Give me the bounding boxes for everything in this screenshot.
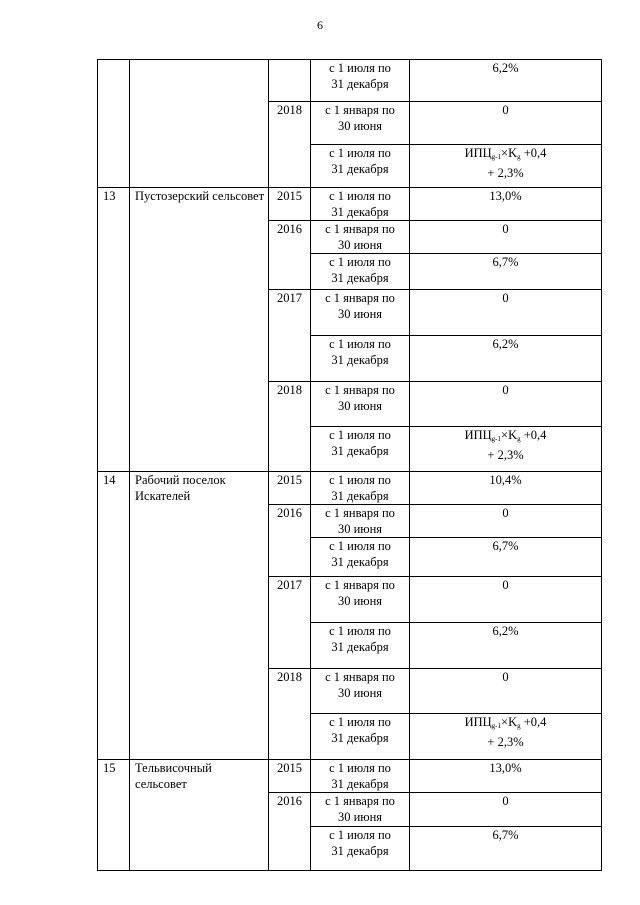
formula-part: ×K: [501, 146, 518, 160]
index-formula: [413, 427, 598, 447]
period-line: 30 июня: [337, 307, 383, 321]
period-line: 30 июня: [337, 238, 383, 252]
period-line: с 1 января по: [325, 670, 395, 684]
table-row: [98, 60, 602, 102]
period-line: 31 декабря: [331, 844, 389, 858]
formula-part: +0,4: [520, 146, 547, 160]
formula-part: g: [517, 435, 521, 443]
year-cell: 2016: [269, 505, 311, 577]
period-line: с 1 июля по: [329, 337, 391, 351]
period-cell: [311, 793, 410, 827]
formula-part: g-1: [491, 722, 502, 730]
period-line: 31 декабря: [331, 444, 389, 458]
municipality-name-cell: [130, 60, 269, 188]
tariff-value-cell: 0: [410, 577, 602, 623]
formula-part: g-1: [491, 435, 502, 443]
tariff-value-cell: 0: [410, 669, 602, 714]
period-cell: [311, 472, 410, 505]
period-line: с 1 июля по: [329, 539, 391, 553]
tariff-value-cell: 0: [410, 505, 602, 538]
tariff-value-cell: 6,2%: [410, 623, 602, 669]
table-row: [98, 472, 602, 505]
formula-part: ×K: [501, 428, 518, 442]
period-cell: [311, 290, 410, 336]
period-cell: [311, 60, 410, 102]
period-cell: [311, 623, 410, 669]
period-line: с 1 июля по: [329, 255, 391, 269]
row-number-cell: 13: [98, 188, 130, 472]
municipality-name-cell: Тельвисочный сельсовет: [130, 760, 269, 871]
period-line: 31 декабря: [331, 353, 389, 367]
year-cell: 2015: [269, 188, 311, 221]
tariff-value-cell: 13,0%: [410, 760, 602, 793]
index-formula: [413, 145, 598, 165]
tariff-value-cell: 13,0%: [410, 188, 602, 221]
period-line: 30 июня: [337, 810, 383, 824]
formula-part: ИПЦ: [464, 428, 492, 442]
period-line: с 1 января по: [325, 291, 395, 305]
period-line: 30 июня: [337, 119, 383, 133]
period-cell: [311, 760, 410, 793]
index-formula: [413, 714, 598, 734]
period-line: с 1 января по: [325, 103, 395, 117]
formula-addend: + 2,3%: [487, 166, 524, 180]
period-line: с 1 июля по: [329, 61, 391, 75]
period-line: 30 июня: [337, 399, 383, 413]
period-line: с 1 июля по: [329, 146, 391, 160]
row-number-cell: 15: [98, 760, 130, 871]
period-cell: [311, 221, 410, 254]
period-cell: [311, 577, 410, 623]
period-line: с 1 июля по: [329, 715, 391, 729]
period-cell: [311, 827, 410, 871]
period-line: с 1 января по: [325, 383, 395, 397]
period-line: с 1 июля по: [329, 761, 391, 775]
period-line: с 1 января по: [325, 794, 395, 808]
page-number: 6: [317, 18, 323, 32]
year-cell: 2017: [269, 290, 311, 382]
period-line: 31 декабря: [331, 77, 389, 91]
table-row: [98, 188, 602, 221]
period-cell: [311, 669, 410, 714]
period-cell: [311, 427, 410, 472]
tariff-value-cell: 10,4%: [410, 472, 602, 505]
period-line: 30 июня: [337, 686, 383, 700]
period-line: с 1 января по: [325, 578, 395, 592]
tariff-value-cell: 6,2%: [410, 60, 602, 102]
period-line: с 1 июля по: [329, 828, 391, 842]
formula-part: g-1: [491, 153, 502, 161]
period-line: с 1 января по: [325, 506, 395, 520]
formula-part: ×K: [501, 715, 518, 729]
period-line: 31 декабря: [331, 555, 389, 569]
period-line: 31 декабря: [331, 205, 389, 219]
period-line: 31 декабря: [331, 271, 389, 285]
row-number-cell: 14: [98, 472, 130, 760]
period-line: с 1 июля по: [329, 428, 391, 442]
period-line: 30 июня: [337, 594, 383, 608]
formula-part: +0,4: [520, 715, 547, 729]
formula-addend: + 2,3%: [487, 735, 524, 749]
period-cell: [311, 254, 410, 290]
tariff-value-cell: 6,7%: [410, 254, 602, 290]
period-cell: [311, 102, 410, 145]
period-cell: [311, 505, 410, 538]
year-cell: 2015: [269, 472, 311, 505]
period-cell: [311, 336, 410, 382]
tariff-value-cell: 0: [410, 382, 602, 427]
period-cell: [311, 382, 410, 427]
year-cell: 2015: [269, 760, 311, 793]
period-line: 31 декабря: [331, 731, 389, 745]
period-line: с 1 июля по: [329, 189, 391, 203]
table-row: [98, 760, 602, 793]
formula-part: ИПЦ: [464, 715, 492, 729]
tariff-value-cell: 0: [410, 102, 602, 145]
period-cell: [311, 714, 410, 760]
year-cell: 2018: [269, 382, 311, 472]
row-number-cell: [98, 60, 130, 188]
year-cell: 2016: [269, 793, 311, 871]
period-line: 31 декабря: [331, 640, 389, 654]
period-line: 31 декабря: [331, 162, 389, 176]
tariff-value-cell: 0: [410, 290, 602, 336]
period-line: 30 июня: [337, 522, 383, 536]
formula-addend: + 2,3%: [487, 448, 524, 462]
period-line: с 1 января по: [325, 222, 395, 236]
year-cell: 2018: [269, 669, 311, 760]
period-line: 31 декабря: [331, 777, 389, 791]
period-line: с 1 июля по: [329, 473, 391, 487]
year-cell: 2017: [269, 577, 311, 669]
year-cell: [269, 60, 311, 102]
year-cell: 2016: [269, 221, 311, 290]
formula-part: +0,4: [520, 428, 547, 442]
tariff-value-cell: 6,7%: [410, 538, 602, 577]
formula-part: g: [517, 153, 521, 161]
tariff-value-cell: 6,2%: [410, 336, 602, 382]
formula-part: g: [517, 722, 521, 730]
municipality-name-cell: Рабочий поселок Искателей: [130, 472, 269, 760]
tariff-value-cell: [410, 427, 602, 472]
municipality-name-cell: Пустозерский сельсовет: [130, 188, 269, 472]
tariff-value-cell: 0: [410, 221, 602, 254]
period-cell: [311, 188, 410, 221]
period-cell: [311, 538, 410, 577]
period-line: с 1 июля по: [329, 624, 391, 638]
year-cell: 2018: [269, 102, 311, 188]
formula-part: ИПЦ: [464, 146, 492, 160]
tariff-value-cell: [410, 714, 602, 760]
tariff-table: [97, 59, 602, 871]
tariff-value-cell: 0: [410, 793, 602, 827]
period-cell: [311, 145, 410, 188]
period-line: 31 декабря: [331, 489, 389, 503]
tariff-value-cell: [410, 145, 602, 188]
tariff-value-cell: 6,7%: [410, 827, 602, 871]
